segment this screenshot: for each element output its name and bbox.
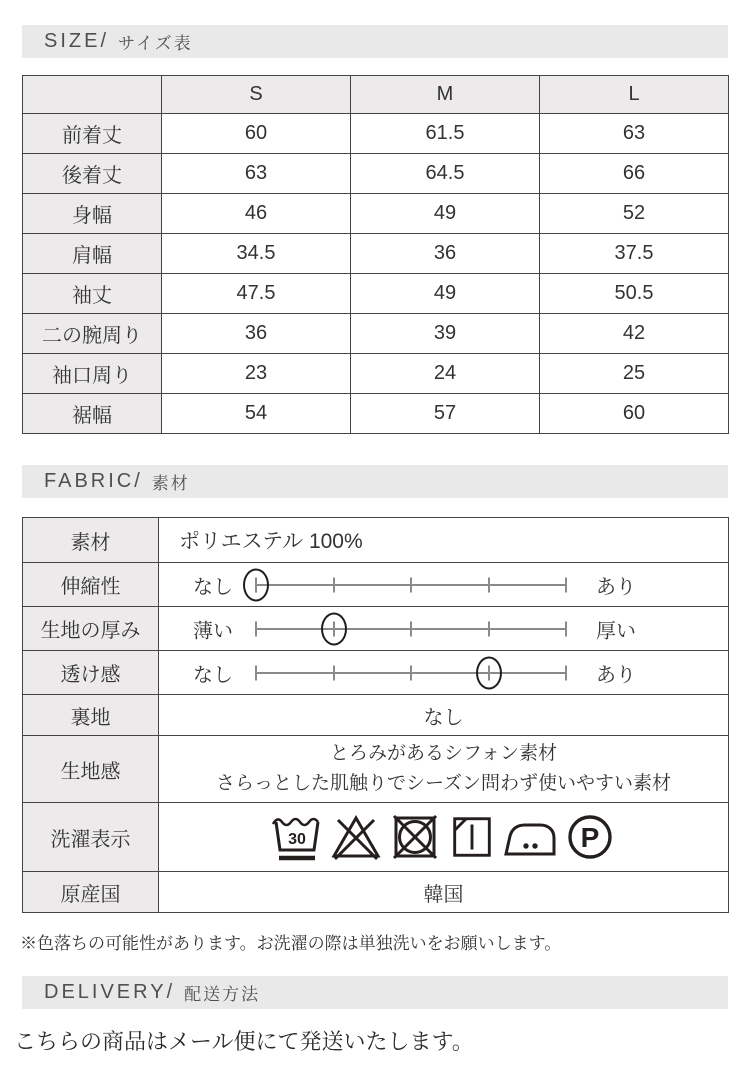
size-table-header-row <box>23 76 729 114</box>
row-label: 二の腕周り <box>23 314 162 354</box>
scale-position-circle <box>476 656 502 689</box>
size-table-corner-cell <box>23 76 162 114</box>
cell-value: 61.5 <box>351 114 540 154</box>
table-row <box>23 394 729 434</box>
row-label: 前着丈 <box>23 114 162 154</box>
fabric-section-title-en: FABRIC/ <box>44 470 143 492</box>
table-row <box>23 563 729 607</box>
table-row <box>23 354 729 394</box>
cell-value: 25 <box>540 354 729 394</box>
table-row <box>23 194 729 234</box>
cell-value: 39 <box>351 314 540 354</box>
cell-value: 36 <box>162 314 351 354</box>
care-symbols-cell <box>159 803 729 872</box>
size-section-header <box>22 25 728 58</box>
country-of-origin-value: 韓国 <box>159 872 729 913</box>
stretch-scale-cell <box>159 563 729 607</box>
row-label: 素材 <box>23 518 159 563</box>
row-label: 袖丈 <box>23 274 162 314</box>
cell-value: 57 <box>351 394 540 434</box>
cell-value: 54 <box>162 394 351 434</box>
texture-description <box>159 736 729 803</box>
cell-value: 37.5 <box>540 234 729 274</box>
table-row <box>23 695 729 736</box>
row-label: 身幅 <box>23 194 162 234</box>
delivery-method-text: こちらの商品はメール便にて発送いたします。 <box>14 1029 474 1054</box>
cell-value: 60 <box>162 114 351 154</box>
table-row <box>23 651 729 695</box>
table-row <box>23 607 729 651</box>
row-label: 生地感 <box>23 736 159 803</box>
scale-right-label: 厚い <box>596 620 636 642</box>
cell-value: 47.5 <box>162 274 351 314</box>
cell-value: 63 <box>162 154 351 194</box>
table-row <box>23 274 729 314</box>
scale-left-label: なし <box>193 664 233 686</box>
fabric-section-title-ja: 素材 <box>151 474 190 493</box>
material-value: ポリエステル 100% <box>159 518 729 563</box>
sheerness-scale <box>159 651 728 694</box>
line-dry-in-shade-icon <box>447 812 497 862</box>
cell-value: 49 <box>351 194 540 234</box>
table-row <box>23 314 729 354</box>
scale-left-label: 薄い <box>193 620 233 642</box>
row-label: 洗濯表示 <box>23 803 159 872</box>
size-column-l: L <box>540 76 729 114</box>
do-not-bleach-icon <box>329 812 383 862</box>
row-label: 原産国 <box>23 872 159 913</box>
table-row <box>23 114 729 154</box>
texture-line-1: とろみがあるシフォン素材 <box>329 743 558 764</box>
cell-value: 46 <box>162 194 351 234</box>
cell-value: 60 <box>540 394 729 434</box>
row-label: 肩幅 <box>23 234 162 274</box>
svg-text:30: 30 <box>288 831 306 848</box>
svg-text:P: P <box>580 822 600 853</box>
table-row <box>23 803 729 872</box>
size-column-s: S <box>162 76 351 114</box>
table-row <box>23 518 729 563</box>
delivery-section-title-ja: 配送方法 <box>184 985 261 1004</box>
table-row <box>23 872 729 913</box>
care-symbols <box>159 812 728 862</box>
cell-value: 66 <box>540 154 729 194</box>
size-section-title-ja: サイズ表 <box>118 34 193 53</box>
row-label: 生地の厚み <box>23 607 159 651</box>
cell-value: 49 <box>351 274 540 314</box>
fabric-table <box>22 517 729 913</box>
thickness-scale-cell <box>159 607 729 651</box>
table-row <box>23 234 729 274</box>
row-label: 裾幅 <box>23 394 162 434</box>
cell-value: 63 <box>540 114 729 154</box>
cell-value: 64.5 <box>351 154 540 194</box>
delivery-section-header <box>22 976 728 1009</box>
dry-clean-p-icon <box>563 812 617 862</box>
cell-value: 50.5 <box>540 274 729 314</box>
thickness-scale <box>159 607 728 650</box>
row-label: 裏地 <box>23 695 159 736</box>
wash-30-gentle-icon <box>270 812 324 862</box>
cell-value: 24 <box>351 354 540 394</box>
row-label: 伸縮性 <box>23 563 159 607</box>
cell-value: 34.5 <box>162 234 351 274</box>
texture-line-2: さらっとした肌触りでシーズン問わず使いやすい素材 <box>215 773 672 794</box>
do-not-tumble-dry-icon <box>388 812 442 862</box>
scale-right-label: あり <box>596 664 636 686</box>
lining-value: なし <box>159 695 729 736</box>
row-label: 袖口周り <box>23 354 162 394</box>
scale-position-circle <box>243 568 269 601</box>
wash-note: ※色落ちの可能性があります。お洗濯の際は単独洗いをお願いします。 <box>20 934 562 953</box>
size-column-m: M <box>351 76 540 114</box>
row-label: 透け感 <box>23 651 159 695</box>
table-row <box>23 736 729 803</box>
size-section-title-en: SIZE/ <box>44 30 110 52</box>
stretch-scale <box>159 563 728 606</box>
fabric-section-header <box>22 465 728 498</box>
size-table <box>22 75 729 434</box>
scale-left-label: なし <box>193 576 233 598</box>
cell-value: 23 <box>162 354 351 394</box>
table-row <box>23 154 729 194</box>
cell-value: 42 <box>540 314 729 354</box>
iron-medium-icon <box>502 812 558 862</box>
scale-right-label: あり <box>596 576 636 598</box>
delivery-section-title-en: DELIVERY/ <box>44 981 176 1003</box>
cell-value: 36 <box>351 234 540 274</box>
row-label: 後着丈 <box>23 154 162 194</box>
scale-position-circle <box>321 612 347 645</box>
sheerness-scale-cell <box>159 651 729 695</box>
cell-value: 52 <box>540 194 729 234</box>
